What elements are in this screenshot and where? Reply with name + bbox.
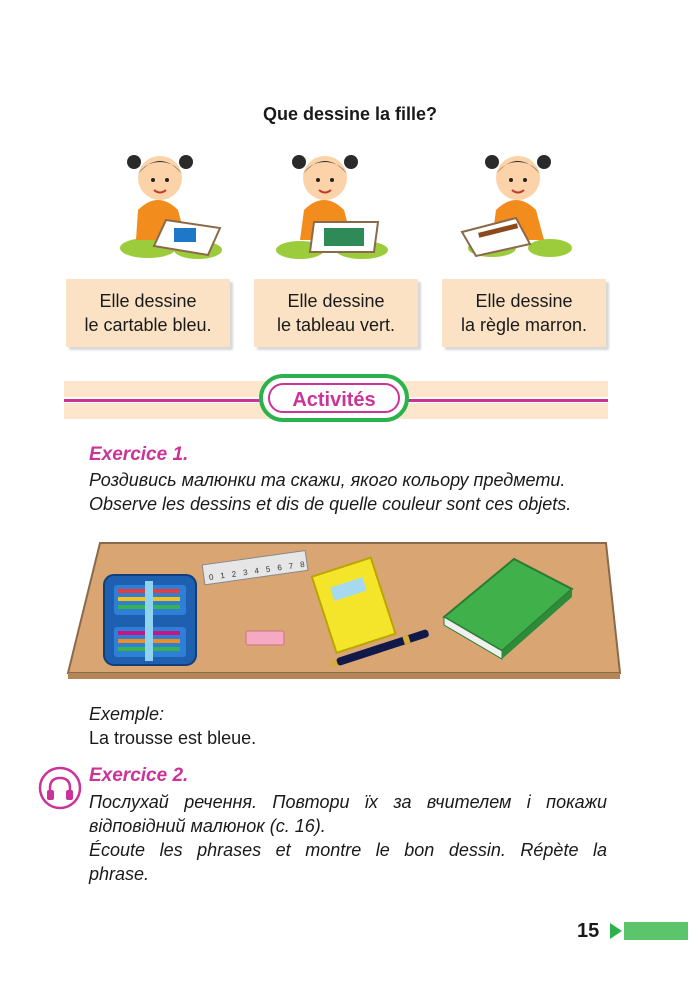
- girl-drawing-blackboard-illustration: [270, 140, 400, 265]
- card-line: Elle dessine: [287, 291, 385, 311]
- ruler-digit: 5: [265, 564, 271, 575]
- ruler-digit: 3: [242, 567, 249, 578]
- girl-drawing-schoolbag-illustration: [108, 140, 238, 265]
- page-arrow-icon: [610, 920, 688, 942]
- ruler-digit: 7: [288, 561, 294, 571]
- ruler-digit: 1: [219, 570, 226, 581]
- exercise-2-fr-line2: phrase.: [89, 864, 150, 884]
- exercise-1-title: Exercice 1.: [89, 444, 189, 465]
- ruler-digit: 6: [276, 562, 283, 573]
- exercise-2-fr-line1: Écoute les phrases et montre le bon dessin. Répète la: [89, 840, 607, 860]
- example-label: Exemple:: [89, 704, 165, 724]
- card-line: le cartable bleu.: [84, 315, 212, 335]
- pencil-case-icon: [104, 575, 196, 665]
- desk-objects-illustration: [66, 533, 622, 681]
- example-text: La trousse est bleue.: [89, 728, 257, 748]
- headphones-icon: [38, 766, 82, 810]
- exercise-1-instruction-fr: Observe les dessins et dis de quelle couleur sont ces objets.: [89, 494, 572, 514]
- exercise-1-instruction-uk: Роздивись малюнки та скажи, якого кольору предмети.: [89, 470, 566, 490]
- caption-card-schoolbag: [66, 279, 230, 347]
- exercise-2-title: Exercice 2.: [89, 765, 189, 786]
- question-heading: Que dessine la fille?: [262, 104, 438, 124]
- ruler-digit: 8: [299, 559, 306, 570]
- exercise-2-uk-line2: відповідний малюнок (с. 16).: [89, 816, 326, 836]
- page-number: 15: [577, 920, 600, 942]
- ruler-digit: 0: [208, 572, 215, 583]
- caption-card-blackboard: [254, 279, 418, 347]
- ruler-digit: 2: [231, 569, 237, 579]
- card-line: la règle marron.: [460, 315, 588, 335]
- activites-label: Activités: [268, 383, 400, 413]
- caption-card-ruler: [442, 279, 606, 347]
- girl-drawing-ruler-illustration: [456, 140, 586, 265]
- eraser-icon: [246, 631, 284, 645]
- card-line: le tableau vert.: [276, 315, 396, 335]
- card-line: Elle dessine: [99, 291, 197, 311]
- ruler-digit: 4: [253, 566, 260, 576]
- exercise-2-uk-line1: Послухай речення. Повтори їх за вчителем і покажи: [89, 792, 607, 812]
- card-line: Elle dessine: [475, 291, 573, 311]
- activites-badge: [259, 374, 409, 422]
